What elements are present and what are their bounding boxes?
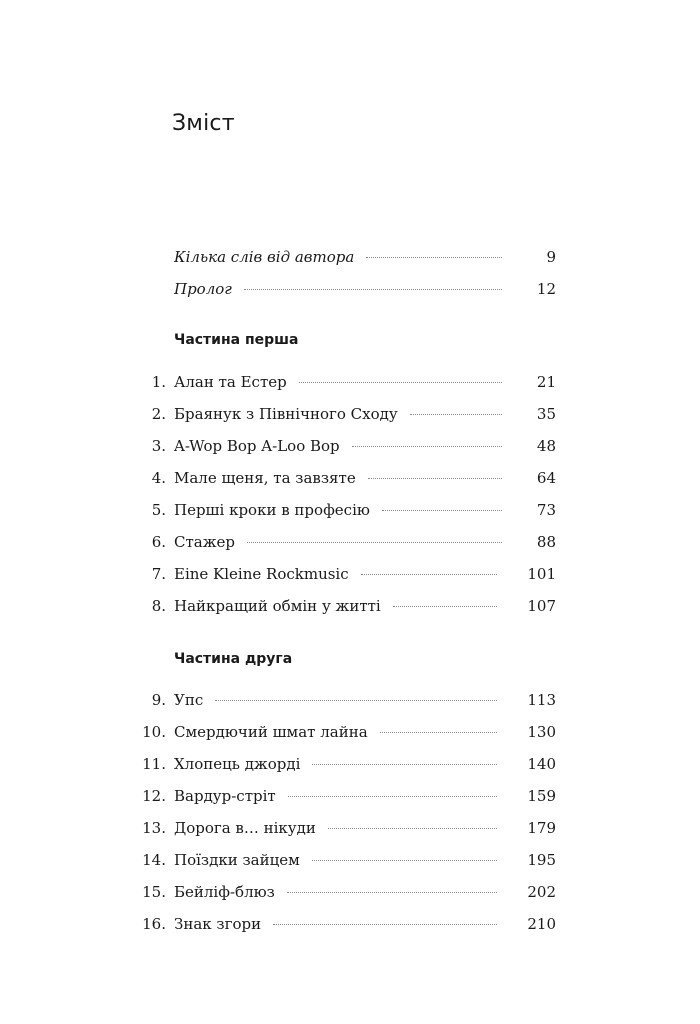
- toc-entry[interactable]: [0, 498, 700, 522]
- page-title: Зміст: [172, 110, 235, 136]
- toc-page-number: 140: [527, 755, 556, 773]
- toc-entry-title: Браянук з Північного Сходу: [174, 405, 398, 423]
- toc-entry[interactable]: [0, 434, 700, 458]
- toc-entry[interactable]: [0, 880, 700, 904]
- toc-page-number: 35: [536, 405, 556, 423]
- chapter-number: 2.: [151, 405, 166, 423]
- toc-entry[interactable]: [0, 370, 700, 394]
- chapter-number: 5.: [151, 501, 166, 519]
- toc-page-number: 179: [527, 819, 556, 837]
- dot-leader: [410, 414, 502, 415]
- toc-entry-title: A-Wop Bop A-Loo Bop: [174, 437, 340, 455]
- chapter-number: 12.: [142, 787, 166, 805]
- dot-leader: [312, 860, 498, 861]
- toc-page-number: 88: [536, 533, 556, 551]
- toc-page-number: 21: [536, 373, 556, 391]
- toc-entry-title: Пролог: [174, 280, 232, 298]
- toc-page-number: 73: [536, 501, 556, 519]
- toc-entry-title: Перші кроки в професію: [174, 501, 370, 519]
- toc-entry-title: Мале щеня, та завзяте: [174, 469, 356, 487]
- toc-page-number: 159: [527, 787, 556, 805]
- chapter-number: 14.: [142, 851, 166, 869]
- toc-entry[interactable]: [0, 530, 700, 554]
- chapter-number: 6.: [151, 533, 166, 551]
- dot-leader: [366, 257, 502, 258]
- chapter-number: 4.: [151, 469, 166, 487]
- part-heading-1: Частина перша: [174, 332, 299, 348]
- dot-leader: [328, 828, 497, 829]
- dot-leader: [273, 924, 497, 925]
- toc-entry-title: Кілька слів від автора: [174, 248, 355, 266]
- toc-entry[interactable]: [0, 562, 700, 586]
- chapter-number: 1.: [151, 373, 166, 391]
- chapter-number: 10.: [142, 723, 166, 741]
- toc-entry[interactable]: [0, 466, 700, 490]
- toc-page-number: 210: [527, 915, 556, 933]
- toc-page-number: 101: [527, 565, 556, 583]
- dot-leader: [368, 478, 502, 479]
- chapter-number: 9.: [151, 691, 166, 709]
- toc-entry-title: Хлопець джорді: [174, 755, 301, 773]
- dot-leader: [382, 510, 502, 511]
- toc-entry[interactable]: [0, 594, 700, 618]
- toc-entry-title: Найкращий обмін у житті: [174, 597, 381, 615]
- dot-leader: [299, 382, 502, 383]
- toc-entry[interactable]: [0, 688, 700, 712]
- toc-entry-title: Вардур-стріт: [174, 787, 276, 805]
- toc-entry-title: Алан та Естер: [174, 373, 287, 391]
- toc-page-number: 107: [527, 597, 556, 615]
- toc-entry-title: Дорога в… нікуди: [174, 819, 316, 837]
- toc-entry[interactable]: [0, 912, 700, 936]
- toc-entry[interactable]: [0, 816, 700, 840]
- toc-entry-title: Eine Kleine Rockmusic: [174, 565, 349, 583]
- toc-entry-intro-2[interactable]: [0, 277, 700, 301]
- toc-entry[interactable]: [0, 848, 700, 872]
- toc-entry-title: Поїздки зайцем: [174, 851, 300, 869]
- toc-entry[interactable]: [0, 752, 700, 776]
- dot-leader: [287, 892, 498, 893]
- toc-entry[interactable]: [0, 402, 700, 426]
- chapter-number: 11.: [142, 755, 166, 773]
- chapter-number: 7.: [151, 565, 166, 583]
- toc-page-number: 48: [536, 437, 556, 455]
- dot-leader: [352, 446, 502, 447]
- chapter-number: 3.: [151, 437, 166, 455]
- toc-entry-title: Знак згори: [174, 915, 262, 933]
- toc-entry-title: Смердючий шмат лайна: [174, 723, 368, 741]
- toc-entry-title: Стажер: [174, 533, 235, 551]
- dot-leader: [361, 574, 498, 575]
- chapter-number: 16.: [142, 915, 166, 933]
- dot-leader: [244, 289, 502, 290]
- dot-leader: [380, 732, 498, 733]
- toc-entry-title: Упс: [174, 691, 204, 709]
- chapter-number: 15.: [142, 883, 166, 901]
- dot-leader: [215, 700, 497, 701]
- dot-leader: [288, 796, 498, 797]
- toc-page-number: 113: [527, 691, 556, 709]
- dot-leader: [247, 542, 502, 543]
- toc-entry-intro-1[interactable]: [0, 245, 700, 269]
- chapter-number: 13.: [142, 819, 166, 837]
- dot-leader: [312, 764, 497, 765]
- part-heading-2: Частина друга: [174, 651, 293, 667]
- chapter-number: 8.: [151, 597, 166, 615]
- toc-page-number: 202: [527, 883, 556, 901]
- toc-entry[interactable]: [0, 784, 700, 808]
- toc-entry-title: Бейліф-блюз: [174, 883, 275, 901]
- toc-page-number: 64: [536, 469, 556, 487]
- toc-page-number: 195: [527, 851, 556, 869]
- toc-entry[interactable]: [0, 720, 700, 744]
- toc-page-number: 9: [546, 248, 556, 266]
- toc-page-number: 130: [527, 723, 556, 741]
- dot-leader: [393, 606, 498, 607]
- toc-page-number: 12: [536, 280, 556, 298]
